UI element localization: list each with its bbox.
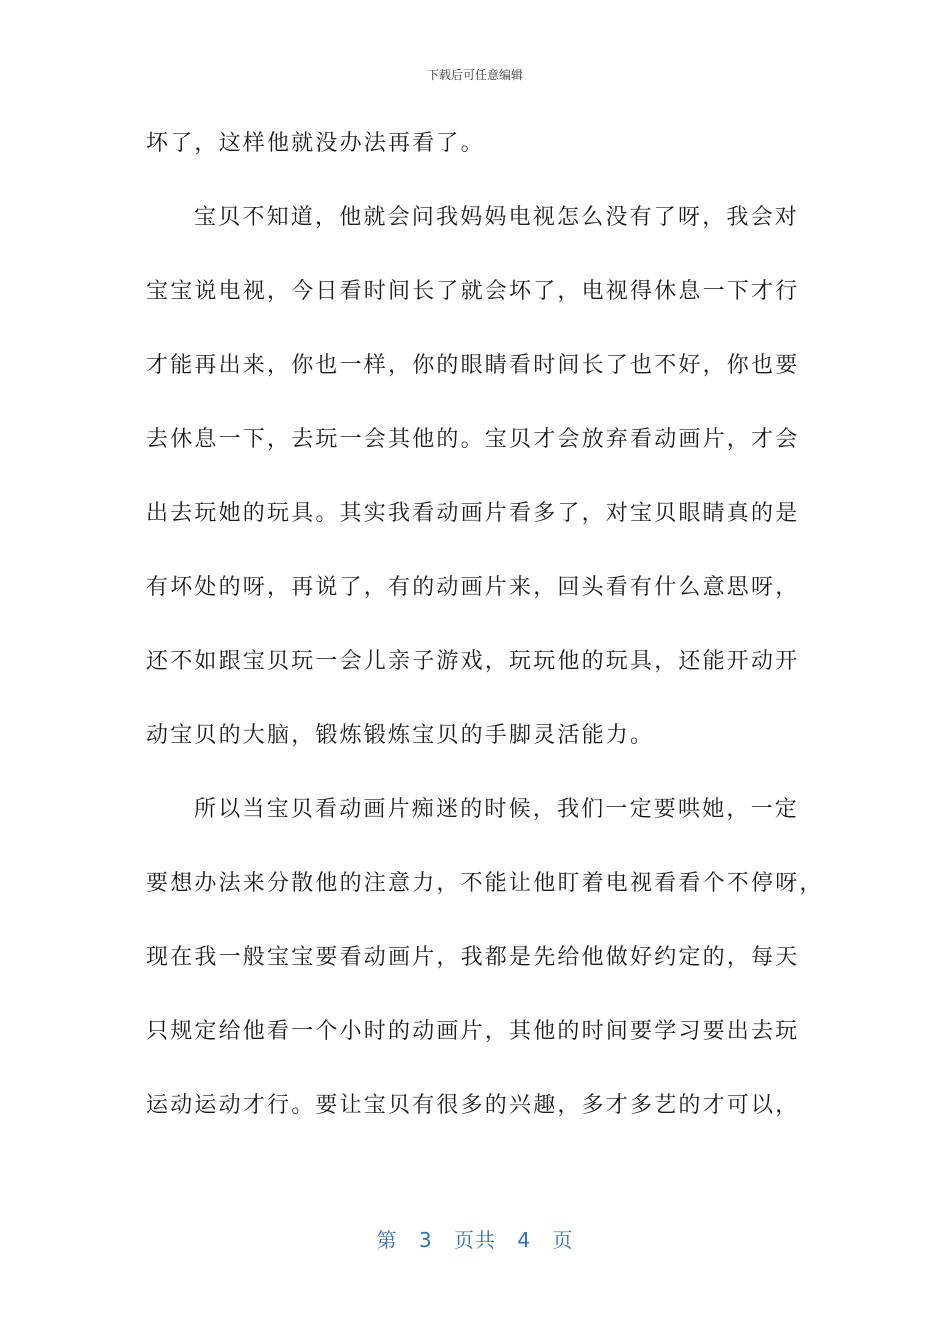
footer-total-pages: 4 <box>517 1228 532 1252</box>
text-line: 要想办法来分散他的注意力，不能让他盯着电视看看个不停呀， <box>146 871 824 896</box>
text-line: 才能再出来，你也一样，你的眼睛看时间长了也不好，你也要 <box>146 353 800 378</box>
footer-current-page: 3 <box>418 1228 433 1252</box>
document-body <box>146 120 824 1156</box>
text-line: 动宝贝的大脑，锻炼锻炼宝贝的手脚灵活能力。 <box>146 723 655 748</box>
text-line: 坏了，这样他就没办法再看了。 <box>146 131 485 156</box>
text-line: 去休息一下，去玩一会其他的。宝贝才会放弃看动画片，才会 <box>146 427 800 452</box>
text-line: 出去玩她的玩具。其实我看动画片看多了，对宝贝眼睛真的是 <box>146 501 800 526</box>
text-line: 现在我一般宝宝要看动画片，我都是先给他做好约定的，每天 <box>146 945 800 970</box>
text-line: 所以当宝贝看动画片痴迷的时候，我们一定要哄她，一定 <box>194 797 800 822</box>
text-line: 有坏处的呀，再说了，有的动画片来，回头看有什么意思呀， <box>146 575 800 600</box>
page-header-note: 下载后可任意编辑 <box>426 68 523 82</box>
footer-label-end: 页 <box>552 1228 574 1252</box>
text-line: 运动运动才行。要让宝贝有很多的兴趣，多才多艺的才可以， <box>146 1093 800 1118</box>
text-line: 只规定给他看一个小时的动画片，其他的时间要学习要出去玩 <box>146 1019 800 1044</box>
text-line: 还不如跟宝贝玩一会儿亲子游戏，玩玩他的玩具，还能开动开 <box>146 649 800 674</box>
text-line: 宝贝不知道，他就会问我妈妈电视怎么没有了呀，我会对 <box>194 205 800 230</box>
text-line: 宝宝说电视，今日看时间长了就会坏了，电视得休息一下才行 <box>146 279 800 304</box>
footer-label-page: 第 <box>376 1228 398 1252</box>
footer-label-of: 页共 <box>454 1228 496 1252</box>
page-number-footer <box>0 1224 950 1253</box>
